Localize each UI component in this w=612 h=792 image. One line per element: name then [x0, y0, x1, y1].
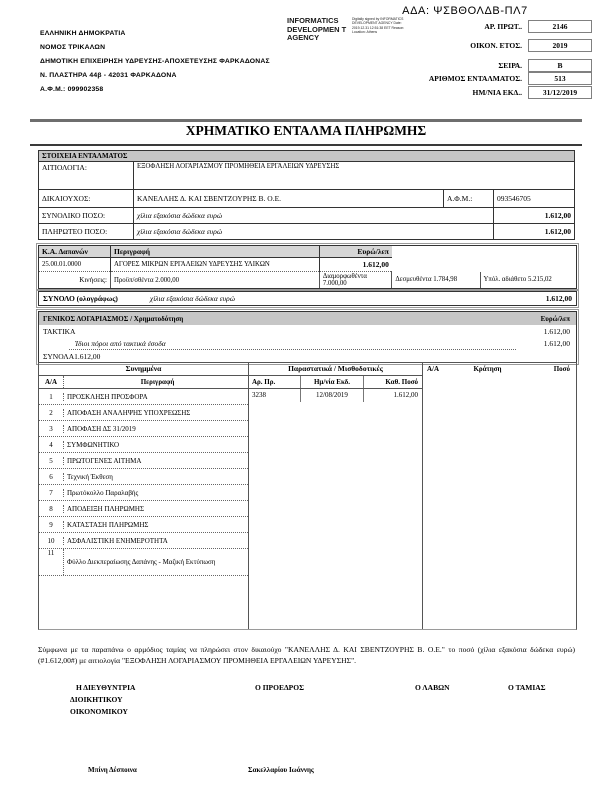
- budget-header-row: [39, 246, 576, 258]
- grand-total-row: [38, 291, 577, 306]
- field-value-box: Β: [528, 59, 592, 72]
- field-label: ΟΙΚΟΝ. ΕΤΟΣ.: [470, 41, 522, 50]
- field-label: ΣΕΙΡΑ.: [498, 61, 522, 70]
- attachment-desc: ΑΠΟΦΑΣΗ ΔΣ 31/2019: [67, 424, 136, 433]
- afm-value: 093546705: [494, 190, 575, 208]
- movement-committed: Δεσμευθέντα 1.784,98: [392, 272, 480, 289]
- attachment-row: [39, 453, 248, 469]
- field-label: ΗΜ/ΝΙΑ ΕΚΔ..: [472, 88, 522, 97]
- receipts-date-header: Ημ/νία Εκδ.: [301, 376, 364, 388]
- attachment-desc: ΑΠΟΦΑΣΗ ΑΝΑΛΗΨΗΣ ΥΠΟΧΡΕΩΣΗΣ: [67, 408, 191, 417]
- budget-desc-header: Περιγραφή: [111, 246, 320, 258]
- attachment-row: [39, 469, 248, 485]
- budget-data-row: [39, 258, 576, 272]
- receipts-subheader: [249, 376, 422, 389]
- attachment-desc: ΠΡΟΣΚΛΗΣΗ ΠΡΟΣΦΟΡΑ: [67, 392, 148, 401]
- attachment-row: [39, 501, 248, 517]
- attachments-title: Συνημμένα: [39, 363, 248, 376]
- beneficiary-value: ΚΑΝΕΛΛΗΣ Δ. ΚΑΙ ΣΒΕΝΤΖΟΥΡΗΣ Β. Ο.Ε.: [134, 190, 444, 208]
- total-amount-words: χίλια εξακόσια δώδεκα ευρώ: [134, 208, 494, 224]
- field-label: ΑΡ. ΠΡΩΤ..: [484, 22, 522, 31]
- receipts-amount-header: Καθ. Ποσό: [385, 378, 418, 386]
- payable-amount-words: χίλια εξακόσια δώδεκα ευρώ: [134, 224, 494, 240]
- attachment-row: [39, 437, 248, 453]
- attachment-aa: 8: [39, 505, 64, 513]
- attachment-aa: 6: [39, 473, 64, 481]
- funding-totals-amount: 1.612,00: [74, 351, 101, 361]
- attachment-row: [39, 485, 248, 501]
- field-value-box: 2019: [528, 39, 592, 52]
- attachment-row: [39, 405, 248, 421]
- field-fiscal-year: [260, 39, 592, 52]
- attachment-aa: 4: [39, 441, 64, 449]
- receipt-number: 3238: [249, 389, 301, 402]
- order-details-table: [38, 150, 575, 240]
- digital-signature-agency: INFORMATICS DEVELOPMEN T AGENCY: [287, 16, 347, 43]
- grand-total-words: χίλια εξακόσια δώδεκα ευρώ: [149, 294, 235, 303]
- signature-president: Ο ΠΡΟΕΔΡΟΣ: [255, 683, 304, 692]
- attachments-aa-header: Α/Α: [39, 376, 64, 388]
- president-name: Σακελλαρίου Ιωάννης: [248, 766, 314, 774]
- attachments-desc-header: Περιγραφή: [140, 378, 175, 386]
- field-value-box: 2146: [528, 20, 592, 33]
- attachment-row: [39, 389, 248, 405]
- funding-sub-label: Ίδιοι πόροι από τακτικά έσοδα: [75, 338, 166, 348]
- grand-total-amount: 1.612,00: [545, 294, 572, 303]
- attachment-aa: 10: [39, 537, 64, 545]
- attachment-aa: 2: [39, 409, 64, 417]
- funding-label: ΤΑΚΤΙΚΑ: [43, 326, 76, 336]
- funding-totals-label: ΣΥΝΟΛΑ: [43, 351, 75, 361]
- funding-sub-amount: 1.612,00: [543, 338, 570, 348]
- authority-line: Ν. ΠΛΑΣΤΗΡΑ 44β - 42031 ΦΑΡΚΑΔΟΝΑ: [40, 72, 177, 79]
- section-header: ΣΤΟΙΧΕΙΑ ΕΝΤΑΛΜΑΤΟΣ: [39, 151, 575, 162]
- attachments-receipts-deductions: [38, 362, 577, 630]
- attachment-row: [39, 549, 248, 576]
- budget-code-header: Κ.Α. Δαπανών: [39, 246, 111, 258]
- attachment-desc: Φύλλο Διεκπεραίωσης Δαπάνης - Μαζική Εκτύπωση: [67, 558, 216, 566]
- director-name: Μπίνη Δέσποινα: [88, 766, 137, 774]
- budget-code-table: [38, 245, 577, 289]
- deductions-name-header: Κράτηση: [473, 365, 502, 373]
- attachment-desc: ΑΣΦΑΛΙΣΤΙΚΗ ΕΝΗΜΕΡΟΤΗΤΑ: [67, 536, 168, 545]
- attachment-desc: ΚΑΤΑΣΤΑΣΗ ΠΛΗΡΩΜΗΣ: [67, 520, 149, 529]
- payable-amount-value: 1.612,00: [494, 224, 575, 240]
- attachment-row: [39, 421, 248, 437]
- attachments-subheader: [39, 376, 248, 389]
- ada-number: [340, 5, 590, 17]
- budget-code: 25.00.01.0000: [39, 258, 111, 272]
- receipts-block: [249, 363, 423, 629]
- authority-line: ΔΗΜΟΤΙΚΗ ΕΠΙΧΕΙΡΗΣΗ ΥΔΡΕΥΣΗΣ-ΑΠΟΧΕΤΕΥΣΗΣ ΦΑΡΚΑΔΟΝΑΣ: [40, 58, 270, 65]
- divider-band: [30, 119, 582, 122]
- total-amount-row: [39, 208, 575, 224]
- general-account-header: ΓΕΝΙΚΟΣ ΛΟΓΑΡΙΑΣΜΟΣ / Χρηματοδότηση: [43, 314, 184, 323]
- beneficiary-row: [39, 190, 575, 208]
- total-amount-label: ΣΥΝΟΛΙΚΟ ΠΟΣΟ:: [39, 208, 134, 224]
- signature-director-line2: ΔΙΟΙΚΗΤΙΚΟΥ: [70, 695, 123, 704]
- budget-description: ΑΓΟΡΕΣ ΜΙΚΡΩΝ ΕΡΓΑΛΕΙΩΝ ΥΔΡΕΥΣΗΣ ΥΛΙΚΩΝ: [111, 258, 320, 272]
- general-account-table: [38, 311, 577, 363]
- field-issue-date: [260, 86, 592, 99]
- deductions-amount-header: Ποσό: [553, 365, 570, 373]
- deductions-subheader: [423, 363, 576, 375]
- receipts-num-header: Αρ. Πρ.: [249, 376, 301, 388]
- authority-line: ΕΛΛΗΝΙΚΗ ΔΗΜΟΚΡΑΤΙΑ: [40, 30, 126, 37]
- deductions-aa-header: Α/Α: [427, 365, 440, 373]
- attachment-aa: 3: [39, 425, 64, 433]
- attachment-desc: Τεχνική Έκθεση: [67, 472, 113, 481]
- signature-director-title: Η ΔΙΕΥΘΥΝΤΡΙΑ: [76, 683, 136, 692]
- reason-value: ΕΞΟΦΛΗΣΗ ΛΟΓΑΡΙΑΣΜΟΥ ΠΡΟΜΗΘΕΙΑ ΕΡΓΑΛΕΙΩΝ ΥΔΡΕΥΣΗΣ: [134, 162, 575, 190]
- attachment-desc: ΠΡΩΤΟΓΕΝΕΣ ΑΙΤΗΜΑ: [67, 456, 142, 465]
- attachment-row: [39, 533, 248, 549]
- general-account-amount-header: Ευρώ/λεπ: [540, 314, 570, 323]
- funding-row-own-resources: [39, 337, 576, 349]
- budget-amount: 1.612,00: [319, 258, 392, 272]
- general-account-header-row: [39, 312, 576, 325]
- field-value-box: 31/12/2019: [528, 86, 592, 99]
- attachment-aa: 1: [39, 393, 64, 401]
- signature-director: [70, 682, 135, 718]
- ada-label: ΑΔΑ:: [402, 5, 430, 17]
- attachment-aa: 7: [39, 489, 64, 497]
- field-protocol-number: [260, 20, 592, 33]
- receipt-amount: 1.612,00: [393, 391, 418, 399]
- signature-cashier: Ο ΤΑΜΙΑΣ: [508, 683, 546, 692]
- funding-amount: 1.612,00: [543, 326, 570, 336]
- deductions-block: [423, 363, 576, 629]
- grand-total-label: ΣΥΝΟΛΟ (ολογράφως): [43, 294, 118, 303]
- total-amount-value: 1.612,00: [494, 208, 575, 224]
- budget-amount-header: Ευρώ/λεπ: [319, 246, 392, 258]
- movements-label: Κινήσεις:: [79, 276, 107, 284]
- afm-label: Α.Φ.Μ.:: [444, 190, 494, 208]
- beneficiary-label: ΔΙΚΑΙΟΥΧΟΣ:: [39, 190, 134, 208]
- section-header-row: [39, 151, 575, 162]
- attachment-aa: 11: [39, 549, 64, 575]
- payment-instruction: Σύμφωνα με τα παραπάνω ο αρμόδιος ταμίας να πληρώσει στον δικαιούχο "ΚΑΝΕΛΛΗΣ Δ. ΚΑΙ ΣΒΕΝΤΖΟΥΡΗΣ Β. Ο.Ε." το ποσό (χίλια εξακόσια δώδεκα ευρώ) (#1.612,00#) με αιτιολογία "ΕΞΟΦΛΗΣΗ ΛΟΓΑΡΙΑΣΜΟΥ ΠΡΟΜΗΘΕΙΑ ΕΡΓΑΛΕΙΩΝ ΥΔΡΕΥΣΗΣ".: [38, 645, 575, 665]
- signature-receiver: Ο ΛΑΒΩΝ: [415, 683, 450, 692]
- field-order-number: [260, 72, 592, 85]
- attachment-desc: Πρωτόκολλο Παραλαβής: [67, 488, 139, 497]
- movement-budgeted: Προϋπ/σθέντα 2.000,00: [111, 272, 320, 289]
- field-value-box: 513: [528, 72, 592, 85]
- receipts-title: Παραστατικά / Μισθοδοτικές: [249, 363, 422, 376]
- ada-value: ΨΣΒΘΟΛΔΒ-ΠΛ7: [433, 5, 528, 17]
- reason-label: ΑΙΤΙΟΛΟΓΙΑ:: [39, 162, 134, 190]
- receipt-date: 12/08/2019: [301, 389, 364, 402]
- payable-amount-row: [39, 224, 575, 240]
- attachment-aa: 5: [39, 457, 64, 465]
- reason-row: [39, 162, 575, 190]
- payable-amount-label: ΠΛΗΡΩΤΕΟ ΠΟΣΟ:: [39, 224, 134, 240]
- digital-signature-details: Digitally signed by INFORMATICS DEVELOPMENT AGENCY Date: 2019.12.31 12:51:38 EET Reason: Location: Athens: [352, 17, 405, 35]
- receipt-row: [249, 389, 422, 402]
- movement-remaining: Υπόλ. αδιάθετο 5.215,02: [480, 272, 576, 289]
- attachment-desc: ΑΠΟΔΕΙΞΗ ΠΛΗΡΩΜΗΣ: [67, 504, 145, 513]
- attachment-row: [39, 517, 248, 533]
- field-label: ΑΡΙΘΜΟΣ ΕΝΤΑΛΜΑΤΟΣ.: [428, 74, 522, 83]
- issuing-authority-block: [40, 27, 270, 97]
- field-series: [260, 59, 592, 72]
- funding-totals-row: [39, 350, 576, 362]
- signature-director-line3: ΟΙΚΟΝΟΜΙΚΟΥ: [70, 707, 128, 716]
- document-title: ΧΡΗΜΑΤΙΚΟ ΕΝΤΑΛΜΑ ΠΛΗΡΩΜΗΣ: [185, 123, 427, 138]
- attachment-aa: 9: [39, 521, 64, 529]
- authority-line: Α.Φ.Μ.: 099902358: [40, 86, 104, 93]
- funding-row-regular: [39, 325, 576, 337]
- movement-reformed: Διαμορφωθέντα 7.000,00: [319, 272, 392, 289]
- attachments-block: [39, 363, 249, 629]
- attachment-desc: ΣΥΜΦΩΝΗΤΙΚΟ: [67, 440, 120, 449]
- authority-line: ΝΟΜΟΣ ΤΡΙΚΑΛΩΝ: [40, 44, 106, 51]
- divider-rule: [30, 144, 582, 146]
- budget-movements-row: [39, 272, 576, 289]
